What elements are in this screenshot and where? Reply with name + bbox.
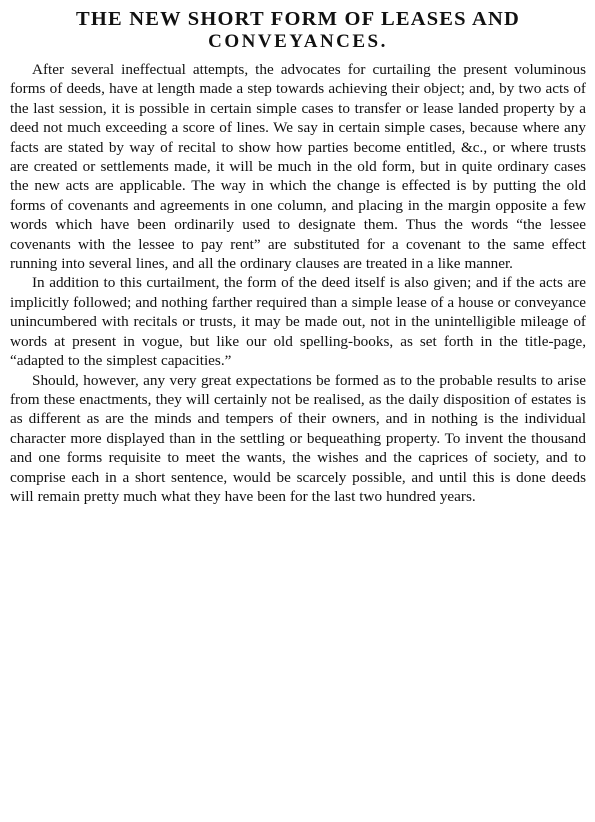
headline-line-1: THE NEW SHORT FORM OF LEASES AND [76,8,520,30]
article-body [10,60,586,506]
article-headline [10,6,586,55]
newspaper-article [10,6,586,506]
paragraph-1: After several ineffectual attempts, the advocates for curtailing the present voluminous forms of deeds, have at length made a step towards achieving their object; and, by two acts of the last session, it is possible in certain simple cases to transfer or lease landed property by a deed not much exceeding a score of lines. We say in certain simple cases, because where any facts are stated by way of recital to show how parties become entitled, &c., or where trusts are created or settlements made, it will be much in the old form, but in quite ordinary cases the new acts are applicable. The way in which the change is effected is by putting the old forms of covenants and agreements in one column, and placing in the margin opposite a few words which have been ordinarily used to designate them. Thus the words “the lessee covenants with the lessee to pay rent” are substituted for a covenant to the same effect running into several lines, and all the ordinary clauses are treated in a like manner. [10,61,586,273]
paragraph-2: In addition to this curtailment, the form of the deed itself is also given; and if the acts are implicitly followed; and nothing farther required than a simple lease of a house or conveyance unincumbered with recitals or trusts, it may be made out, not in the unintelligible mileage of words at present in vogue, but like our old spelling-books, as set forth in the title-page, “adapted to the simplest capacities.” [10,274,586,370]
paragraph-3: Should, however, any very great expectations be formed as to the probable results to arise from these enactments, they will certainly not be realised, as the daily disposition of estates is as different as are the minds and tempers of their owners, and in nothing is the individual character more displayed than in the settling or bequeathing property. To invent the thousand and one forms requisite to meet the wants, the wishes and the caprices of society, and to comprise each in a short sentence, would be scarcely possible, and until this is done deeds will remain pretty much what they have been for the last two hundred years. [10,371,586,505]
headline-line-2: CONVEYANCES. [208,31,388,52]
